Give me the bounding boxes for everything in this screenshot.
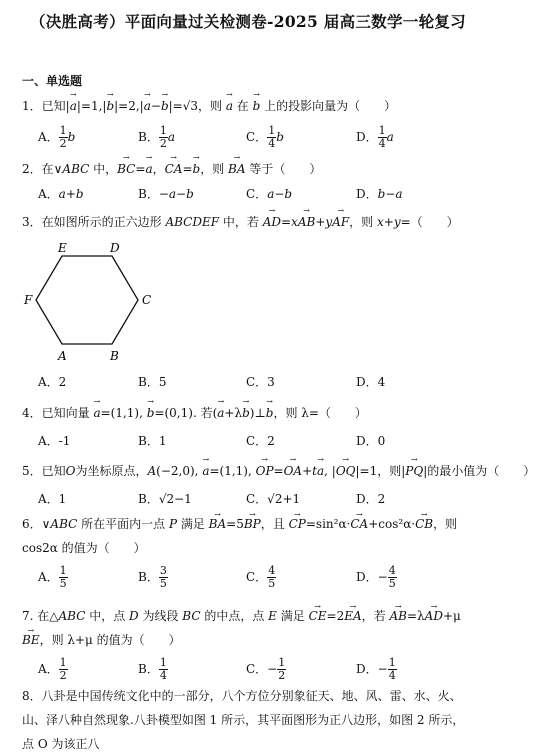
vertex-label-d: D [110,241,120,255]
question-2-options [38,185,478,207]
q4-option-d[interactable]: D．0 [356,434,386,448]
q5-option-b[interactable]: B．√2−1 [138,492,192,506]
q3-option-d[interactable]: D．4 [356,375,386,389]
vertex-label-a: A [58,349,67,363]
q6-option-d[interactable]: D．− $\frac{4}{5}$ [356,564,396,590]
question-2-stem: 2．在∨ABC 中，→ BC=→ a，→ CA=→ b，则 → BA 等于（ ） [22,160,321,177]
question-1-options [38,124,478,150]
question-7-options [38,656,478,682]
question-3-options [38,373,478,395]
q6-option-a[interactable]: A． $\frac{1}{5}$ [38,564,67,590]
q3-option-c[interactable]: C．3 [246,375,275,389]
question-6-options [38,564,478,590]
q7-option-b[interactable]: B． $\frac{1}{4}$ [138,656,167,682]
q4-option-b[interactable]: B．1 [138,434,167,448]
q6-option-c[interactable]: C． $\frac{4}{5}$ [246,564,276,590]
q4-option-c[interactable]: C．2 [246,434,275,448]
q2-option-b[interactable]: B．−a−b [138,187,194,201]
q5-option-a[interactable]: A．1 [38,492,67,506]
q2-option-a[interactable]: A．a+b [38,187,84,201]
question-6-stem: 6．∨ABC 所在平面内一点 P 满足 → BA=5→ BP，且 → CP=sin²α·→ CA+cos²α·→ CB，则 cos2α 的值为（ ） [22,512,474,560]
vertex-label-c: C [142,293,152,307]
q4-option-a[interactable]: A．-1 [38,434,71,448]
q5-option-d[interactable]: D．2 [356,492,386,506]
q7-option-d[interactable]: D．− $\frac{1}{4}$ [356,656,396,682]
q2-option-d[interactable]: D．b−a [356,187,403,201]
q1-option-a[interactable]: A． $\frac{1}{2}$ b [38,124,76,150]
question-4-options [38,432,478,454]
vertex-label-f: F [24,293,33,307]
question-5-stem: 5．已知O为坐标原点，A(−2,0), → a=(1,1), → OP=→ OA+t→ a, |→ OQ|=1，则|→ PQ|的最小值为（ ） [22,462,535,479]
q2-option-c[interactable]: C．a−b [246,187,293,201]
vertex-label-b: B [110,349,119,363]
hexagon-figure [20,240,170,366]
page-title: （决胜高考）平面向量过关检测卷-2025 届高三数学一轮复习 [30,12,466,31]
question-7-stem: 7. 在△ABC 中，点 D 为线段 BC 的中点，点 E 满足 → CE=2→ EA，若 → AB=λ→ AD+μ→ BE，则 λ+μ 的值为（ ） [22,604,474,652]
q7-option-c[interactable]: C．− $\frac{1}{2}$ [246,656,286,682]
question-3-stem: 3．在如图所示的正六边形 ABCDEF 中，若 → AD=x→ AB+y→ AF，则 x+y=（ ） [22,213,459,230]
hexagon-svg [20,240,170,366]
question-4-stem: 4．已知向量 → a=(1,1), → b=(0,1). 若(→ a+λ→ b)⊥→ b，则 λ=（ ） [22,404,367,421]
q7-option-a[interactable]: A． $\frac{1}{2}$ [38,656,67,682]
q3-option-a[interactable]: A．2 [38,375,67,389]
hexagon-shape [36,256,138,344]
q3-option-b[interactable]: B．5 [138,375,167,389]
q1-option-d[interactable]: D． $\frac{1}{4}$ a [356,124,394,150]
vertex-label-e: E [58,241,67,255]
q6-option-b[interactable]: B． $\frac{3}{5}$ [138,564,167,590]
q5-option-c[interactable]: C．√2+1 [246,492,301,506]
question-1-stem: 1．已知|→ a|=1,|→ b|=2,|→ a−→ b|=√3，则 → a 在 → b 上的投影向量为（ ） [22,97,396,114]
q1-option-b[interactable]: B． $\frac{1}{2}$ a [138,124,175,150]
question-8-stem: 8．八卦是中国传统文化中的一部分，八个方位分别象征天、地、风、雷、水、火、山、泽八种自然现象.八卦模型如图 1 所示，其平面图形为正八边形，如图 2 所示，点 O 为该正八 [22,689,465,751]
q1-option-c[interactable]: C． $\frac{1}{4}$ b [246,124,284,150]
section-heading: 一、单选题 [22,74,83,88]
